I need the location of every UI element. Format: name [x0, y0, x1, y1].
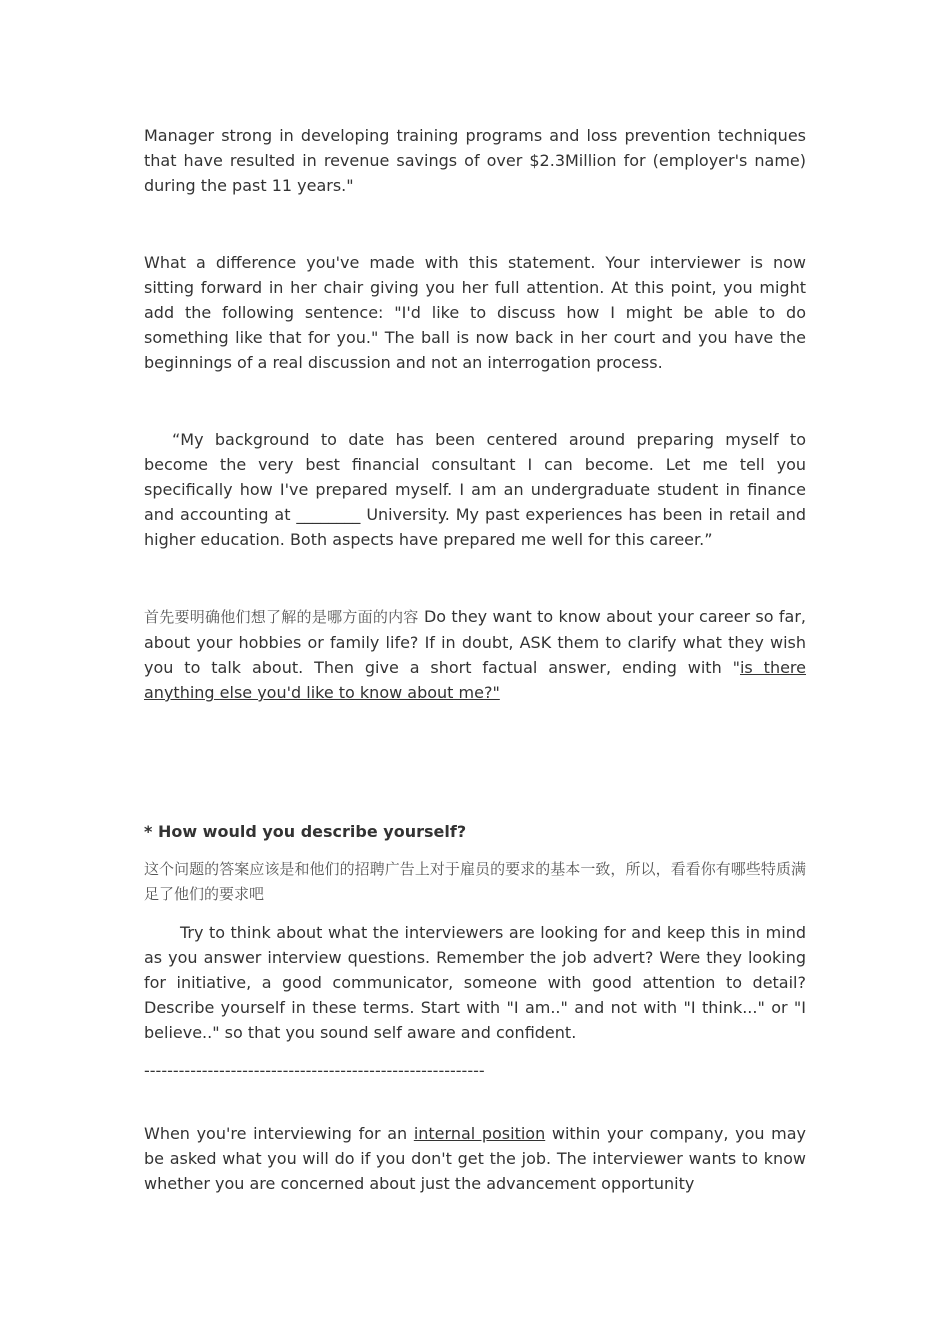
paragraph-difference: What a difference you've made with this statement. Your interviewer is now sitting forward in her chair giving you her full attention. At this point, you might add the following sentence: "I'd like to discuss how I might be able to do something like that for you." The ball is now back in her court and you have the beginnings of a real discussion and not an interrogation process.: [144, 253, 806, 372]
question-heading: * How would you describe yourself?: [144, 822, 467, 841]
closing-question-underlined: is there anything else you'd like to know about me?": [144, 658, 806, 702]
paragraph-describe-yourself: Try to think about what the interviewers are looking for and keep this in mind as you answer interview questions. Remember the job advert? Were they looking for initiative, a good communicator, someone with good attention to detail? Describe yourself in these terms. Start with "I am.." and not with "I think..." or "I believe.." so that you sound self aware and confident.: [144, 923, 806, 1042]
internal-text-after: within your company, you may be asked what you will do if you don't get the job. The interviewer wants to know whether you are concerned about just the advancement opportunity: [144, 1124, 806, 1193]
document-page: [144, 123, 806, 1196]
clarify-text: Do they want to know about your career so far, about your hobbies or family life? If in doubt, ASK them to clarify what they wish you to talk about. Then give a short factual answer, ending with ": [144, 607, 806, 677]
internal-position-link[interactable]: internal position: [413, 1124, 546, 1143]
chinese-note: 这个问题的答案应该是和他们的招聘广告上对于雇员的要求的基本一致，所以，看看你有哪些特质满足了他们的要求吧: [144, 860, 806, 903]
paragraph-clarify: [144, 604, 806, 705]
chinese-lead-text: 首先要明确他们想了解的是哪方面的内容: [144, 608, 419, 626]
paragraph-background-answer: “My background to date has been centered around preparing myself to become the very best financial consultant I can become. Let me tell you specifically how I've prepared myself. I am an undergraduate student in finance and accounting at ________ University. My past experiences has been in retail and higher education. Both aspects have prepared me well for this career.”: [144, 430, 806, 549]
internal-text-before: When you're interviewing for an: [144, 1124, 414, 1143]
dashed-divider: -----------------------------------------------------------: [144, 1061, 485, 1080]
paragraph-achievement: Manager strong in developing training programs and loss prevention techniques that have resulted in revenue savings of over $2.3Million for (employer's name) during the past 11 years.": [144, 126, 806, 195]
paragraph-internal-position: [144, 1121, 806, 1196]
